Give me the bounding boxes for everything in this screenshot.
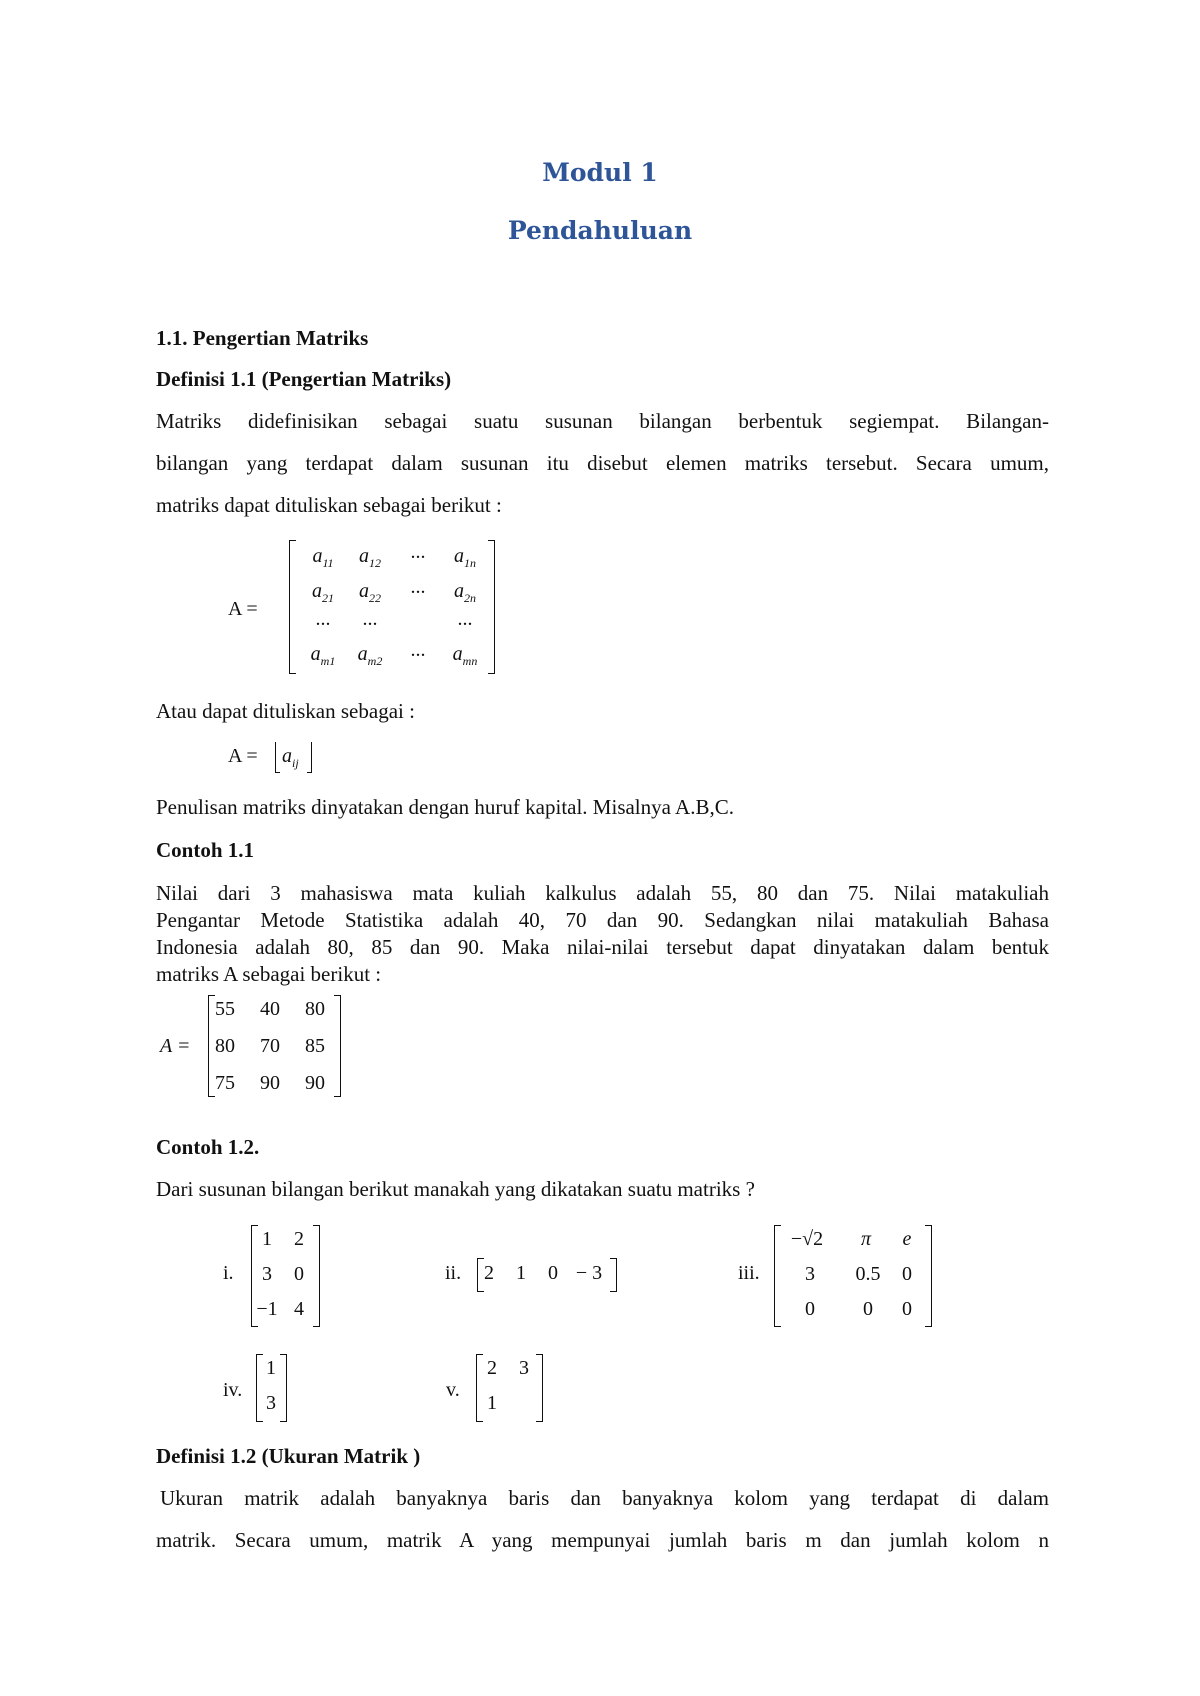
right-floor-bracket [307, 742, 312, 773]
option-label-iii: iii. [738, 1262, 760, 1284]
score-matrix-label: A = [160, 1035, 191, 1057]
right-bracket [610, 1258, 617, 1292]
section-heading: 1.1. Pengertian Matriks [156, 326, 369, 350]
matrix-cell: 4 [294, 1298, 304, 1320]
option-label-v: v. [446, 1379, 460, 1401]
module-title: Modul 1 [542, 158, 658, 187]
matrix-element: $a_{12}$ [359, 545, 381, 570]
matrix-cell: 3 [519, 1357, 529, 1379]
matrix-ellipsis: ... [362, 608, 378, 630]
left-bracket [289, 540, 296, 674]
definition-1-heading: Definisi 1.1 (Pengertian Matriks) [156, 367, 452, 391]
matrix-ellipsis: ... [410, 639, 426, 661]
matrix-cell: 0 [294, 1263, 304, 1285]
matrix-element: $a_{22}$ [359, 580, 381, 605]
alt-notation-text: Atau dapat dituliskan sebagai : [156, 699, 415, 723]
example-1-line-2: Pengantar Metode Statistika adalah 40, 70 dan 90. Sedangkan nilai matakuliah Bahasa [156, 908, 1049, 932]
matrix-cell: 80 [305, 998, 325, 1020]
matrix-ellipsis: ... [315, 608, 331, 630]
matrix-ellipsis: ... [410, 541, 426, 563]
alt-matrix-label: A = [228, 745, 258, 767]
matrix-cell: 1 [516, 1262, 526, 1284]
matrix-cell: 0 [805, 1298, 815, 1320]
matrix-cell: 85 [305, 1035, 325, 1057]
matrix-cell: 2 [294, 1228, 304, 1250]
matrix-cell: 0 [902, 1263, 912, 1285]
matrix-cell: 0.5 [855, 1263, 881, 1285]
matrix-cell: 3 [266, 1392, 276, 1414]
matrix-element: $a_{m2}$ [357, 643, 383, 668]
matrix-cell: 90 [305, 1072, 325, 1094]
matrix-cell: 40 [260, 998, 280, 1020]
matrix-cell: 75 [215, 1072, 235, 1094]
matrix-cell: 2 [484, 1262, 494, 1284]
example-1-line-3: Indonesia adalah 80, 85 dan 90. Maka nilai-nilai tersebut dapat dinyatakan dalam bentuk [156, 935, 1049, 959]
notation-text: Penulisan matriks dinyatakan dengan huruf kapital. Misalnya A.B,C. [156, 795, 734, 819]
matrix-element: $a_{21}$ [312, 580, 334, 605]
matrix-cell: 90 [260, 1072, 280, 1094]
definition-1-line-3: matriks dapat dituliskan sebagai berikut : [156, 493, 502, 517]
matrix-cell: 70 [260, 1035, 280, 1057]
matrix-cell: −1 [256, 1298, 278, 1320]
matrix-cell: 0 [548, 1262, 558, 1284]
chapter-title: Pendahuluan [507, 216, 693, 245]
matrix-cell: 1 [266, 1357, 276, 1379]
matrix-element: $a_{2n}$ [454, 580, 476, 605]
matrix-cell: 2 [487, 1357, 497, 1379]
option-label-i: i. [223, 1262, 234, 1284]
definition-1-line-2: bilangan yang terdapat dalam susunan itu disebut elemen matriks tersebut. Secara umum, [156, 451, 1049, 475]
definition-2-heading: Definisi 1.2 (Ukuran Matrik ) [156, 1444, 421, 1468]
example-1-line-1: Nilai dari 3 mahasiswa mata kuliah kalkulus adalah 55, 80 dan 75. Nilai matakuliah [156, 881, 1049, 905]
example-2-heading: Contoh 1.2. [156, 1135, 260, 1159]
matrix-cell: 3 [262, 1263, 272, 1285]
general-matrix-label: A = [228, 598, 258, 620]
matrix-cell: 0 [902, 1298, 912, 1320]
matrix-element: $a_{1n}$ [454, 545, 476, 570]
definition-1-line-1: Matriks didefinisikan sebagai suatu susunan bilangan berbentuk segiempat. Bilangan- [156, 409, 1049, 433]
matrix-cell: e [902, 1228, 912, 1250]
option-label-ii: ii. [445, 1262, 462, 1284]
example-2-question: Dari susunan bilangan berikut manakah yang dikatakan suatu matriks ? [156, 1177, 755, 1201]
right-bracket [925, 1225, 932, 1327]
definition-2-line-2: matrik. Secara umum, matrik A yang mempunyai jumlah baris m dan jumlah kolom n [156, 1528, 1049, 1552]
example-1-line-4: matriks A sebagai berikut : [156, 962, 382, 986]
alt-matrix-expression: $a_{ij}$ [282, 745, 299, 770]
matrix-element: $a_{11}$ [312, 545, 334, 570]
matrix-cell: π [860, 1228, 872, 1250]
option-label-iv: iv. [223, 1379, 243, 1401]
left-floor-bracket [275, 742, 280, 773]
matrix-element: $a_{m1}$ [310, 643, 336, 668]
matrix-cell: 1 [487, 1392, 497, 1414]
matrix-cell: 55 [215, 998, 235, 1020]
example-1-heading: Contoh 1.1 [156, 838, 255, 862]
definition-2-line-1: Ukuran matrik adalah banyaknya baris dan banyaknya kolom yang terdapat di dalam [160, 1486, 1049, 1510]
matrix-cell: 3 [805, 1263, 815, 1285]
matrix-ellipsis: ... [457, 608, 473, 630]
matrix-cell: −√2 [790, 1228, 824, 1250]
matrix-cell: 0 [863, 1298, 873, 1320]
matrix-ellipsis: ... [410, 576, 426, 598]
matrix-cell: 80 [215, 1035, 235, 1057]
matrix-cell: − 3 [575, 1262, 603, 1284]
matrix-cell: 1 [262, 1228, 272, 1250]
matrix-element: $a_{mn}$ [452, 643, 478, 668]
